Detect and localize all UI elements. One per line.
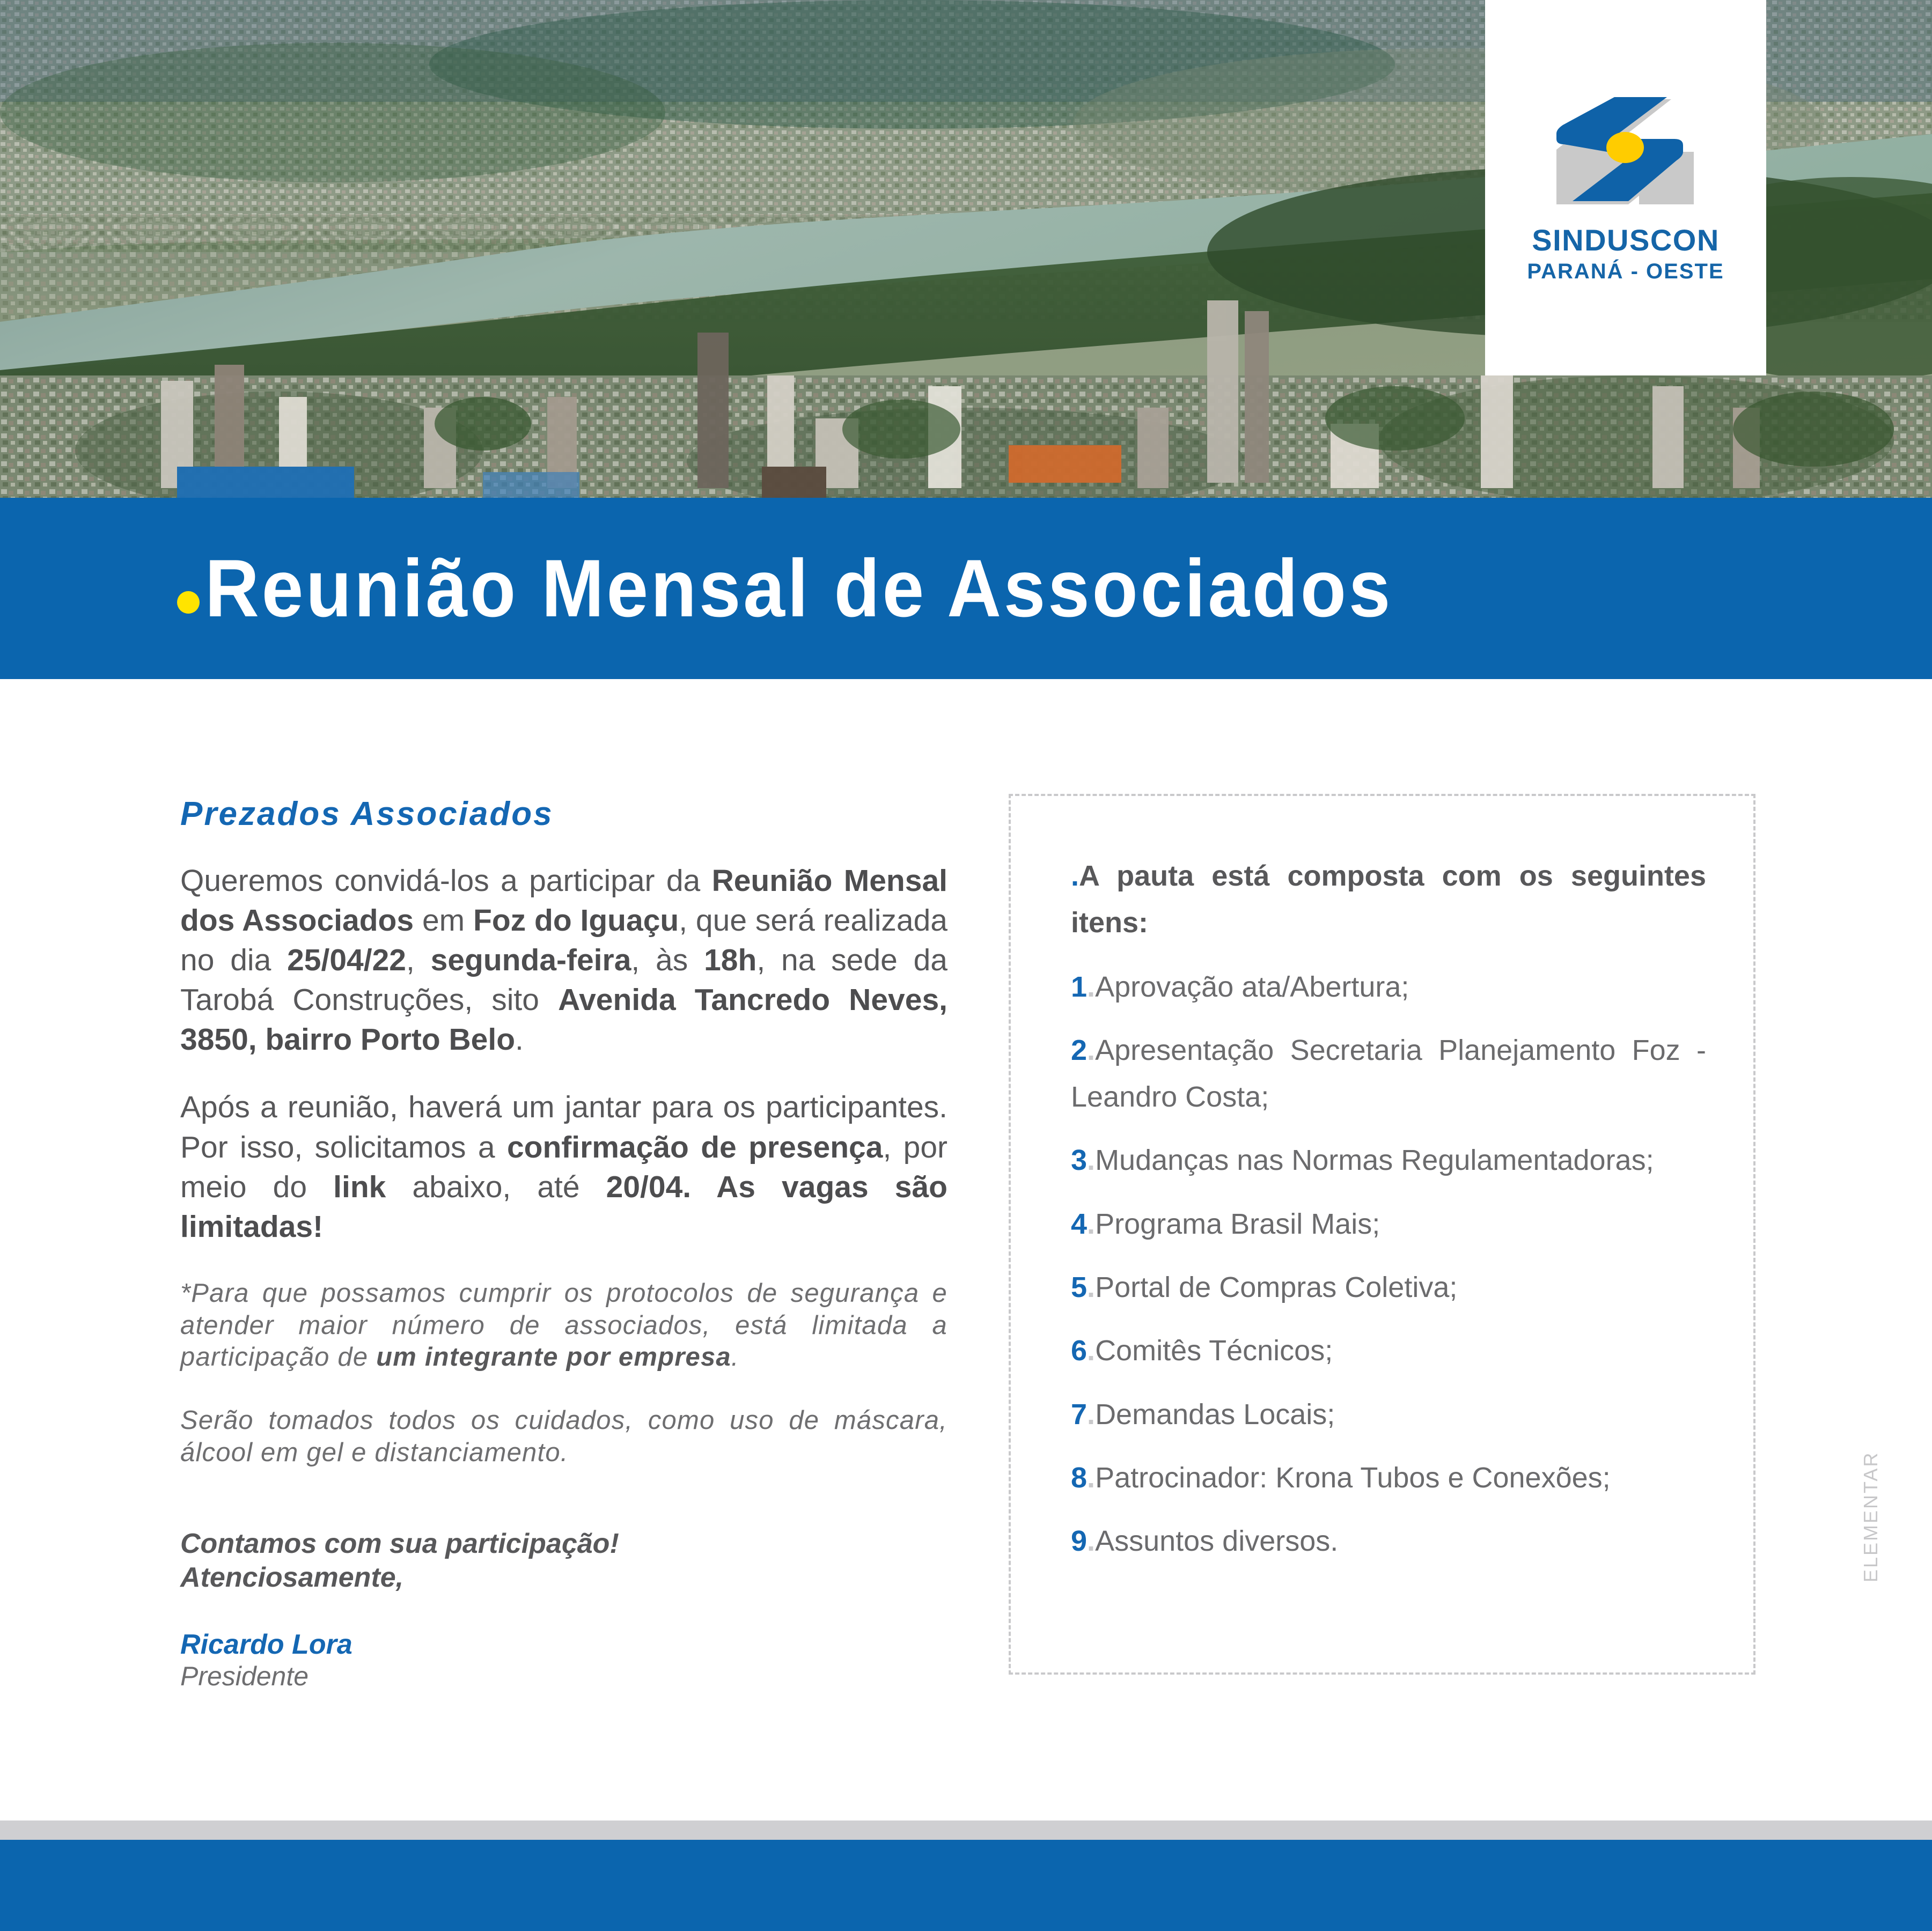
closing-line-2: Atenciosamente, [180,1562,404,1594]
agenda-item [1071,964,1706,1010]
agenda-item-dot-icon: . [1087,1271,1096,1303]
content-area [0,679,1932,1821]
agenda-item [1071,1137,1706,1183]
agenda-heading-text: A pauta está composta com os seguintes itens: [1071,860,1706,939]
p1-b3: 25/04/22 [287,943,406,978]
p2-s3: abaixo, até [386,1169,606,1204]
p1-b2: Foz do Iguaçu [473,903,679,938]
agenda-item-label: Demandas Locais; [1095,1398,1335,1431]
agenda-item-number: 6 [1071,1335,1088,1367]
agenda-item-label: Mudanças nas Normas Regulamentadoras; [1095,1144,1654,1177]
agenda-item-number: 7 [1071,1398,1088,1431]
agenda-item-number: 3 [1071,1144,1088,1177]
p2-s1: Após a reunião, haverá um jantar para os participantes. Por isso, solicitamos a [180,1090,947,1165]
agenda-item-dot-icon: . [1087,1398,1096,1431]
agenda-item-dot-icon: . [1087,970,1096,1003]
agenda-item [1071,1264,1706,1310]
agenda-item-number: 8 [1071,1462,1088,1494]
p1-b6: Avenida Tancredo Neves, 3850, bairro Porto Belo [180,983,947,1057]
agenda-item-dot-icon: . [1087,1207,1096,1240]
agenda-item-label: Aprovação ata/Abertura; [1095,970,1409,1003]
agenda-item [1071,1391,1706,1438]
letter-column [180,795,947,1692]
agenda-heading [1071,853,1706,947]
agenda-item-label: Assuntos diversos. [1095,1525,1339,1558]
vertical-credit-label: ELEMENTAR [1860,1451,1882,1582]
p2-b3: 20/04. As vagas são limitadas! [180,1169,947,1244]
n1-s1: *Para que possamos cumprir os protocolos de segurança e atender maior número de associados, está limitada a participação de [180,1278,947,1372]
footer-gray-bar [0,1821,1932,1840]
agenda-item-label: Patrocinador: Krona Tubos e Conexões; [1095,1462,1611,1494]
agenda-item-dot-icon: . [1087,1462,1096,1494]
title-accent-dot-icon [177,591,200,614]
n1-s2: . [731,1343,739,1372]
agenda-item [1071,1027,1706,1120]
agenda-item-dot-icon: . [1087,1034,1096,1067]
siduscon-s-arrow-icon [1548,92,1703,215]
agenda-item-dot-icon: . [1087,1144,1096,1177]
agenda-item-label: Programa Brasil Mais; [1095,1207,1380,1240]
agenda-item-label: Apresentação Secretaria Planejamento Foz - Leandro Costa; [1071,1034,1706,1113]
signature-block [180,1628,947,1692]
agenda-item-number: 2 [1071,1034,1088,1067]
footer-blue-bar [0,1840,1932,1931]
p2-b2: link [333,1169,386,1204]
agenda-item [1071,1201,1706,1247]
p1-s6: , na sede da Tarobá Construções, sito [180,943,947,1018]
p1-s3: , que será realizada no dia [180,903,947,978]
closing-line-1: Contamos com sua participação! [180,1528,619,1559]
title-banner [0,498,1932,679]
p1-s5: , às [631,943,704,978]
p1-s7: . [515,1022,524,1057]
logo-wordmark-secondary: PARANÁ - OESTE [1527,260,1724,283]
p2-s2: , por meio do [180,1130,948,1204]
closing-block [180,1527,947,1595]
logo-wordmark-primary: SINDUSCON [1532,223,1720,257]
note-protocol-limit [180,1278,947,1374]
siduscon-logo-card [1485,0,1766,375]
p1-s4: , [406,943,431,978]
agenda-item [1071,1518,1706,1564]
p1-s2: em [414,903,473,938]
agenda-item-dot-icon: . [1087,1335,1096,1367]
p1-s1: Queremos convidá-los a participar da [180,864,712,898]
agenda-item-number: 1 [1071,970,1088,1003]
agenda-item-number: 4 [1071,1207,1088,1240]
signer-name: Ricardo Lora [180,1628,352,1660]
paragraph-invitation [180,861,947,1059]
p1-b5: 18h [704,943,757,978]
paragraph-dinner-rsvp [180,1087,947,1246]
page-title: Reunião Mensal de Associados [205,543,1393,634]
agenda-item-label: Comitês Técnicos; [1095,1335,1333,1367]
p1-b1: Reunião Mensal dos Associados [180,864,947,938]
agenda-box [1009,794,1755,1675]
agenda-heading-dot-icon: . [1071,860,1079,892]
note-safety-measures: Serão tomados todos os cuidados, como uso de máscara, álcool em gel e distanciamento. [180,1406,947,1467]
p2-b1: confirmação de presença [506,1130,883,1165]
agenda-item-number: 5 [1071,1271,1088,1303]
agenda-list [1071,964,1706,1565]
agenda-item-label: Portal de Compras Coletiva; [1095,1271,1458,1303]
signer-role: Presidente [180,1661,309,1691]
agenda-item-number: 9 [1071,1525,1088,1558]
agenda-item [1071,1328,1706,1374]
p1-b4: segunda-feira [430,943,631,978]
salutation: Prezados Associados [180,795,554,832]
n1-b1: um integrante por empresa [376,1343,731,1372]
agenda-item-dot-icon: . [1087,1525,1096,1558]
agenda-item [1071,1455,1706,1501]
